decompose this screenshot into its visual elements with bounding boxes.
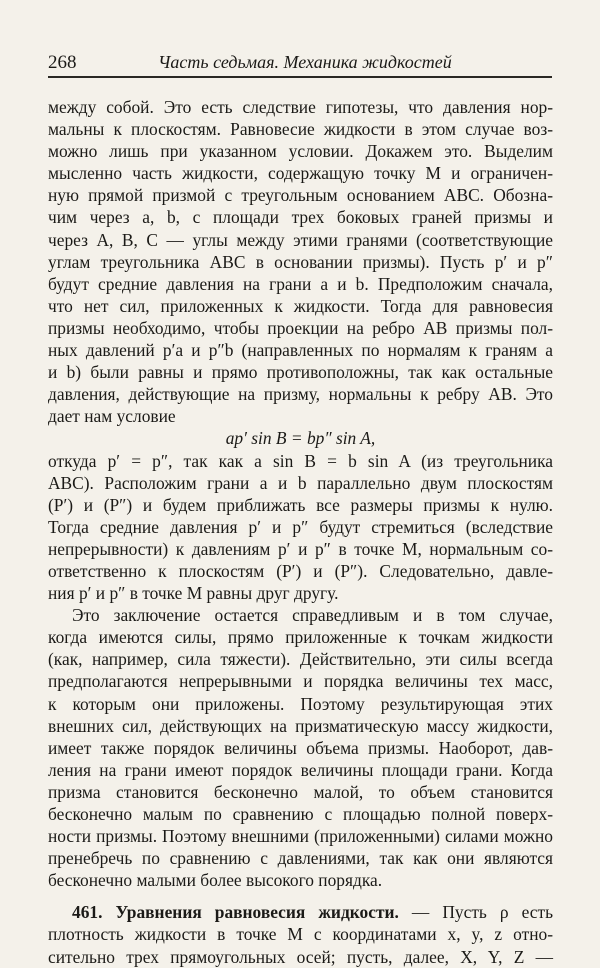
text-line: ления на грани имеют порядок величины площади грани. Когда [48, 759, 553, 780]
text-line: к которым они приложены. Поэтому результирующая этих [48, 693, 553, 714]
text-line: откуда p′ = p″, так как a sin B = b sin A (из треугольника [48, 450, 553, 471]
text-line: будут средние давления на грани a и b. Предположим сначала, [48, 273, 553, 294]
text-line: ных давлений p′a и p″b (направленных по нормалям к граням a [48, 340, 553, 361]
text-line: Тогда средние давления p′ и p″ будут стремиться (вследствие [48, 516, 553, 537]
text-line: бесконечно малыми более высокого порядка. [48, 870, 383, 891]
text-line: предполагаются непрерывными и порядка величины тех масс, [48, 671, 553, 692]
text-line: ABC). Расположим грани a и b параллельно двум плоскостям [48, 472, 553, 493]
text-line: дает нам условие [48, 406, 176, 427]
text-line: мысленно часть жидкости, содержащую точку M и ограничен- [48, 163, 553, 184]
page-header [48, 52, 552, 78]
paragraph-1 [48, 96, 553, 427]
text-line: ответственно к плоскостям (P′) и (P″). Следовательно, давле- [48, 560, 553, 581]
section-title-rest: — Пусть ρ есть [411, 902, 553, 923]
text-line: призмы необходимо, чтобы проекции на ребро AB призмы пол- [48, 317, 553, 338]
paragraph-1-continuation [48, 450, 553, 605]
text-line: ную прямой призмой с треугольным основанием ABC. Обозна- [48, 185, 553, 206]
text-line: пренебречь по сравнению с давлениями, так как они являются [48, 848, 553, 869]
text-line: Это заключение остается справедливым и в том случае, [72, 605, 553, 626]
running-head: Часть седьмая. Механика жидкостей [158, 52, 452, 72]
page-number: 268 [48, 52, 77, 73]
text-line: через A, B, C — углы между этими гранями (соответствующие [48, 229, 553, 250]
text-line: что нет сил, приложенных к жидкости. Тогда для равновесия [48, 295, 553, 316]
section-title: 461. Уравнения равновесия жидкости. [72, 902, 399, 923]
text-line: призма становится бесконечно малой, то объем становится [48, 781, 553, 802]
text-line: сительно трех прямоугольных осей; пусть, далее, X, Y, Z — [48, 946, 553, 967]
section-461 [48, 901, 553, 967]
text-line: мальны к плоскостям. Равновесие жидкости в этом случае воз- [48, 119, 553, 140]
text-line: можно лишь при указанном условии. Докажем это. Выделим [48, 141, 553, 162]
text-line: внешних сил, действующих на призматическую массу жидкости, [48, 715, 553, 736]
text-line: бесконечно малым по сравнению с площадью полной поверх- [48, 804, 553, 824]
paragraph-2 [48, 604, 553, 891]
section-first-line [48, 901, 553, 923]
text-line: плотность жидкости в точке M с координатами x, y, z отно- [48, 924, 553, 945]
text-line: и b) были равны и прямо противоположны, так как остальные [48, 362, 553, 383]
text-line: имеет также порядок величины объема призмы. Наоборот, дав- [48, 737, 553, 758]
text-line: между собой. Это есть следствие гипотезы, что давления нор- [48, 97, 553, 117]
text-line: ния p′ и p″ в точке M равны друг другу. [48, 583, 339, 604]
formula: ap′ sin B = bp″ sin A, [225, 428, 376, 449]
text-line: углам треугольника ABC в основании призмы). Пусть p′ и p″ [48, 251, 553, 272]
text-line: давления, действующие на призму, нормальны к ребру AB. Это [48, 384, 553, 405]
text-line: (как, например, сила тяжести). Действительно, эти силы всегда [48, 649, 553, 670]
text-line: когда имеются силы, прямо приложенные к точкам жидкости [48, 627, 553, 648]
body-text [48, 96, 553, 968]
text-line: ности призмы. Поэтому внешними (приложенными) силами можно [48, 826, 553, 847]
text-line: непрерывности) к давлениям p′ и p″ в точке M, нормальным со- [48, 538, 553, 559]
text-line: (P′) и (P″) и будем приближать все размеры призмы к нулю. [48, 494, 553, 515]
text-line: чим через a, b, c площади трех боковых граней призмы и [48, 207, 553, 228]
